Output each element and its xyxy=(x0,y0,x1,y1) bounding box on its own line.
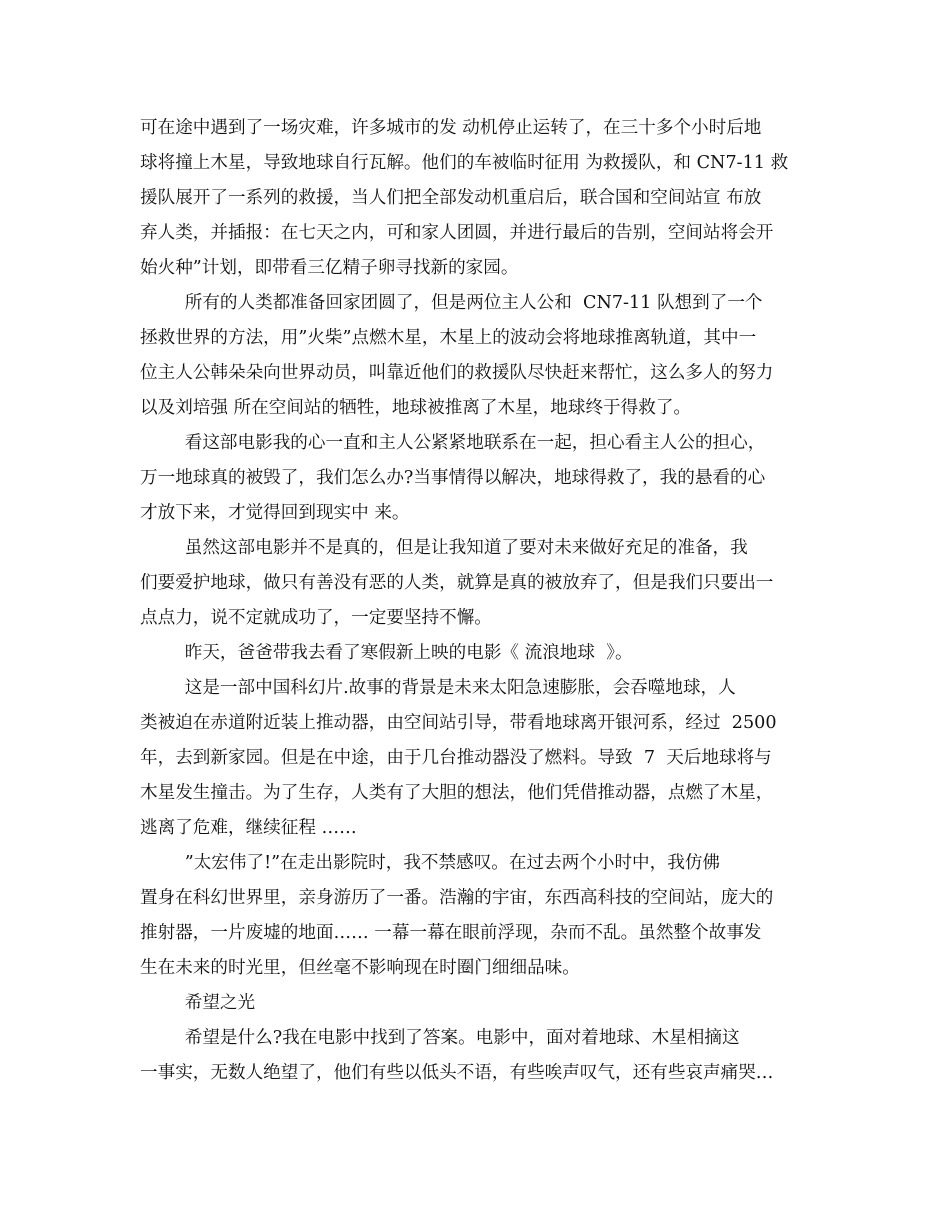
text-line: 拯救世界的方法，用”火柴”点燃木星，木星上的波动会将地球推离轨道，其中一 xyxy=(140,328,757,348)
heading-hope: 希望之光 xyxy=(140,993,256,1013)
text-line: 逃离了危难，继续征程 …… xyxy=(140,818,357,838)
text-line: 推射器，一片废墟的地面…… 一幕一幕在眼前浮现，杂而不乱。虽然整个故事发 xyxy=(140,923,762,943)
text-line: 援队展开了一系列的救援，当人们把全部发动机重启后，联合国和空间站宣 布放 xyxy=(140,188,762,208)
text-line: ”太宏伟了!”在走出影院时，我不禁感叹。在过去两个小时中，我仿佛 xyxy=(140,853,721,873)
text-line: 看这部电影我的心一直和主人公紧紧地联系在一起，担心看主人公的担心， xyxy=(140,433,766,453)
text-line: 年，去到新家园。但是在中途，由于几台推动器没了燃料。导致 7 天后地球将与 xyxy=(140,748,772,768)
text-line: 这是一部中国科幻片.故事的背景是未来太阳急速膨胀，会吞噬地球，人 xyxy=(140,678,736,698)
text-line: 置身在科幻世界里，亲身游历了一番。浩瀚的宇宙，东西高科技的空间站，庞大的 xyxy=(140,888,774,908)
text-line: 所有的人类都准备回家团圆了，但是两位主人公和 CN7-11 队想到了一个 xyxy=(140,293,763,313)
text-line: 始火种”计划，即带看三亿精子卵寻找新的家园。 xyxy=(140,258,519,278)
text-line: 一事实，无数人绝望了，他们有些以低头不语，有些唉声叹气，还有些哀声痛哭… xyxy=(140,1063,774,1083)
text-line: 虽然这部电影并不是真的，但是让我知道了要对未来做好充足的准备，我 xyxy=(140,538,748,558)
text-line: 木星发生撞击。为了生存，人类有了大胆的想法，他们凭借推动器，点燃了木星， xyxy=(140,783,774,803)
text-line: 弃人类，并插报：在七天之内，可和家人团圆，并进行最后的告别，空间站将会开 xyxy=(140,223,774,243)
text-line: 万一地球真的被毁了，我们怎么办?当事情得以解决，地球得救了，我的悬看的心 xyxy=(140,468,766,488)
text-line: 球将撞上木星，导致地球自行瓦解。他们的车被临时征用 为救援队，和 CN7-11 救 xyxy=(140,153,789,173)
text-line: 位主人公韩朵朵向世界动员，叫靠近他们的救援队尽快赶来帮忙，这么多人的努力 xyxy=(140,363,774,383)
text-line: 们要爱护地球，做只有善没有恶的人类，就算是真的被放弃了，但是我们只要出一 xyxy=(140,573,774,593)
text-line: 生在未来的时光里，但丝毫不影响现在时圈门细细品味。 xyxy=(140,958,580,978)
text-line: 以及刘培强 所在空间站的牺牲，地球被推离了木星，地球终于得救了。 xyxy=(140,398,692,418)
text-line: 才放下来，才觉得回到现实中 来。 xyxy=(140,503,410,523)
text-line: 类被迫在赤道附近装上推动器，由空间站引导，带看地球离开银河系，经过 2500 xyxy=(140,713,777,733)
text-line: 希望是什么?我在电影中找到了答案。电影中，面对着地球、木星相摘这 xyxy=(140,1028,740,1048)
text-line: 昨天，爸爸带我去看了寒假新上映的电影《 流浪地球 》。 xyxy=(140,643,633,663)
text-line: 点点力，说不定就成功了，一定要坚持不懈。 xyxy=(140,608,492,628)
text-line: 可在途中遇到了一场灾难，许多城市的发 动机停止运转了，在三十多个小时后地 xyxy=(140,118,762,138)
